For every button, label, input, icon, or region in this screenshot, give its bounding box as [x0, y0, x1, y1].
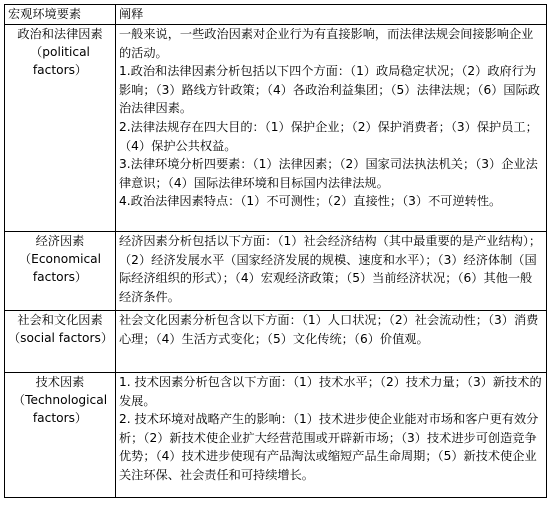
explanation-cell [116, 25, 547, 232]
factor-name: 社会和文化因素（social factors） [8, 313, 114, 345]
explanation-cell [116, 232, 547, 311]
table-row [5, 373, 547, 498]
table-row [5, 232, 547, 311]
header-factor: 宏观环境要素 [5, 5, 116, 25]
macro-environment-table [4, 4, 547, 498]
paragraph: 3.法律环境分析四要素：（1）法律因素；（2）国家司法执法机关；（3）企业法律意识；（4）国际法律环境和目标国内法律法规。 [119, 157, 538, 190]
explanation-cell [116, 373, 547, 498]
paragraph: 社会文化因素分析包含以下方面：（1）人口状况；（2）社会流动性；（3）消费心理；（4）生活方式变化；（5）文化传统；（6）价值观。 [119, 313, 539, 346]
paragraph: 一般来说，一些政治因素对企业行为有直接影响，而法律法规会间接影响企业的活动。 [119, 27, 534, 60]
paragraph: 1.政治和法律因素分析包括以下四个方面：（1）政局稳定状况；（2）政府行为影响；（3）路线方针政策；（4）各政治利益集团；（5）法律法规；（6）国际政治法律因素。 [119, 64, 540, 116]
paragraph: 1. 技术因素分析包含以下方面：（1）技术水平；（2）技术力量；（3）新技术的发展。 [119, 375, 542, 408]
factor-name: 政治和法律因素（political factors） [17, 27, 103, 77]
explanation-cell [116, 311, 547, 373]
factor-cell [5, 232, 116, 311]
paragraph: 4.政治法律因素特点：（1）不可测性；（2）直接性；（3）不可逆转性。 [119, 194, 502, 209]
header-explanation: 阐释 [116, 5, 547, 25]
paragraph: 经济因素分析包括以下方面：（1）社会经济结构（其中最重要的是产业结构）；（2）经济发展水平（国家经济发展的规模、速度和水平）；（3）经济体制（国际经济组织的形式）；（4）宏观经济政策；（5）当前经济状况；（6）其他一般经济条件。 [119, 234, 542, 304]
table-row [5, 311, 547, 373]
table-header-row [5, 5, 547, 25]
table-row [5, 25, 547, 232]
factor-name: 技术因素（Technological factors） [12, 375, 108, 425]
factor-cell [5, 373, 116, 498]
paragraph: 2.法律法规存在四大目的：（1）保护企业；（2）保护消费者；（3）保护员工；（4）保护公共权益。 [119, 119, 538, 153]
factor-cell [5, 25, 116, 232]
paragraph: 2. 技术环境对战略产生的影响：（1）技术进步使企业能对市场和客户更有效分析；（2）新技术使企业扩大经营范围或开辟新市场；（3）技术进步可创造竞争优势；（4）技术进步使现有产品淘汰或缩短产品生命周期；（5）新技术使企业关注环保、社会责任和可持续增长。 [119, 412, 539, 482]
factor-cell [5, 311, 116, 373]
factor-name: 经济因素（Economical factors） [18, 234, 102, 284]
